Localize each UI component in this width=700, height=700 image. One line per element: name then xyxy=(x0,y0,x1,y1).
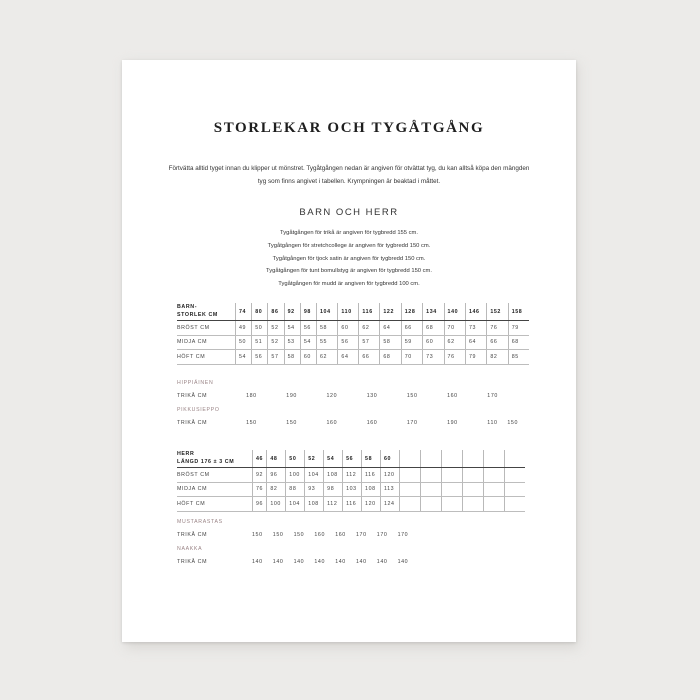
fabric-value: 140 xyxy=(272,559,284,565)
size-cell: 48 xyxy=(267,450,286,468)
empty-grid-cell xyxy=(400,482,421,497)
measure-cell: 68 xyxy=(508,335,529,350)
size-cell: 146 xyxy=(465,303,486,321)
measure-cell: 70 xyxy=(444,321,465,336)
fabric-value: 170 xyxy=(487,393,498,399)
fabric-value: 160 xyxy=(326,420,338,426)
table-header-row xyxy=(177,303,529,321)
empty-grid-cell xyxy=(463,450,484,468)
size-cell: 52 xyxy=(305,450,324,468)
fabric-value: 170 xyxy=(397,532,409,538)
row-label: TRIKÅ CM xyxy=(177,559,208,565)
fabric-notes xyxy=(122,227,576,291)
measure-cell: 88 xyxy=(286,482,305,497)
measure-cell: 82 xyxy=(487,350,508,365)
size-cell: 60 xyxy=(380,450,399,468)
measure-cell: 73 xyxy=(465,321,486,336)
measure-cell: 52 xyxy=(268,335,284,350)
row-label: TRIKÅ CM xyxy=(177,532,208,538)
size-cell: 122 xyxy=(380,303,401,321)
measure-cell: 58 xyxy=(284,350,300,365)
fabric-value: 110 xyxy=(487,420,498,426)
row-label: TRIKÅ CM xyxy=(177,420,208,426)
fabric-value: 150 xyxy=(507,420,519,426)
fabric-value: 140 xyxy=(356,559,367,565)
measure-cell: 104 xyxy=(286,497,305,512)
fabric-value: 140 xyxy=(335,559,346,565)
fabric-value: 120 xyxy=(326,393,338,399)
measure-cell: 54 xyxy=(300,335,316,350)
measure-cell: 93 xyxy=(305,482,324,497)
kids-size-table xyxy=(177,303,529,365)
intro-text: Förtvätta alltid tyget innan du klipper ut mönstret. Tygåtgången nedan är angiven för otvättat tyg, du kan alltså köpa den mängden tyg som finns angivet i tabellen. Krympningen är beaktad i måttet. xyxy=(168,165,530,185)
size-cell: 56 xyxy=(343,450,362,468)
measure-cell: 58 xyxy=(317,321,338,336)
empty-grid-cell xyxy=(463,468,484,483)
fabric-row xyxy=(177,420,537,428)
measure-cell: 82 xyxy=(267,482,286,497)
measure-cell: 59 xyxy=(401,335,422,350)
empty-grid-cell xyxy=(505,482,526,497)
size-label-line1: BARN- xyxy=(177,304,198,310)
fabric-value: 140 xyxy=(293,559,305,565)
fabric-value: 150 xyxy=(272,532,284,538)
measure-cell: 96 xyxy=(253,497,267,512)
empty-grid-cell xyxy=(484,497,505,512)
fabric-value: 150 xyxy=(293,532,305,538)
table-row xyxy=(177,497,525,512)
empty-grid-cell xyxy=(463,497,484,512)
row-label: HÖFT CM xyxy=(177,350,236,365)
measure-cell: 57 xyxy=(359,335,380,350)
measure-cell: 108 xyxy=(362,482,381,497)
size-cell: 58 xyxy=(362,450,381,468)
pattern-name: MUSTARASTAS xyxy=(177,519,223,525)
empty-grid-cell xyxy=(400,450,421,468)
size-cell: 54 xyxy=(324,450,343,468)
empty-grid-cell xyxy=(421,497,442,512)
measure-cell: 113 xyxy=(380,482,399,497)
measure-cell: 53 xyxy=(284,335,300,350)
measure-cell: 104 xyxy=(305,468,324,483)
fabric-value: 130 xyxy=(366,393,378,399)
fabric-value: 160 xyxy=(335,532,346,538)
size-label-line1: HERR xyxy=(177,451,195,457)
measure-cell: 120 xyxy=(380,468,399,483)
pattern-name: HIPPIÄINEN xyxy=(177,380,214,386)
table-header-row xyxy=(177,450,525,468)
size-cell: 92 xyxy=(284,303,300,321)
measure-cell: 60 xyxy=(423,335,444,350)
empty-grid-cell xyxy=(442,450,463,468)
fabric-value: 170 xyxy=(376,532,388,538)
measure-cell: 52 xyxy=(268,321,284,336)
measure-cell: 100 xyxy=(286,468,305,483)
size-cell: 158 xyxy=(508,303,529,321)
measure-cell: 54 xyxy=(236,350,252,365)
empty-grid-cell xyxy=(442,468,463,483)
measure-cell: 112 xyxy=(343,468,362,483)
fabric-row xyxy=(177,393,537,401)
measure-cell: 56 xyxy=(338,335,359,350)
measure-cell: 100 xyxy=(267,497,286,512)
row-label: TRIKÅ CM xyxy=(177,393,208,399)
fabric-row xyxy=(177,559,537,567)
measure-cell: 98 xyxy=(324,482,343,497)
fabric-note: Tygåtgången för mudd är angiven för tygbredd 100 cm. xyxy=(278,281,420,288)
size-cell: 104 xyxy=(317,303,338,321)
fabric-row xyxy=(177,532,537,540)
table-row xyxy=(177,321,529,336)
table-row xyxy=(177,350,529,365)
measure-cell: 70 xyxy=(401,350,422,365)
fabric-value: 150 xyxy=(286,420,297,426)
measure-cell: 57 xyxy=(268,350,284,365)
fabric-value: 140 xyxy=(252,559,263,565)
empty-grid-cell xyxy=(505,497,526,512)
fabric-value: 150 xyxy=(246,420,257,426)
size-label-line2: STORLEK CM xyxy=(177,312,218,318)
measure-cell: 62 xyxy=(444,335,465,350)
measure-cell: 62 xyxy=(359,321,380,336)
measure-cell: 103 xyxy=(343,482,362,497)
measure-cell: 79 xyxy=(508,321,529,336)
size-cell: 80 xyxy=(252,303,268,321)
row-label: MIDJA CM xyxy=(177,482,253,497)
herr-size-table xyxy=(177,450,525,512)
measure-cell: 64 xyxy=(465,335,486,350)
size-cell: 50 xyxy=(286,450,305,468)
empty-grid-cell xyxy=(421,482,442,497)
empty-grid-cell xyxy=(484,482,505,497)
size-cell: 128 xyxy=(401,303,422,321)
fabric-note: Tygåtgången för trikå är angiven för tygbredd 155 cm. xyxy=(280,230,418,236)
size-cell: 134 xyxy=(423,303,444,321)
measure-cell: 68 xyxy=(423,321,444,336)
empty-grid-cell xyxy=(400,468,421,483)
measure-cell: 120 xyxy=(362,497,381,512)
row-label: BRÖST CM xyxy=(177,468,253,483)
empty-grid-cell xyxy=(484,468,505,483)
fabric-note: Tygåtgången för tunt bomullstyg är angiven för tygbredd 150 cm. xyxy=(266,268,432,275)
fabric-value: 150 xyxy=(406,393,418,399)
measure-cell: 76 xyxy=(487,321,508,336)
measure-cell: 51 xyxy=(252,335,268,350)
fabric-value: 170 xyxy=(406,420,418,426)
measure-cell: 116 xyxy=(362,468,381,483)
empty-grid-cell xyxy=(505,450,526,468)
measure-cell: 64 xyxy=(338,350,359,365)
measure-cell: 79 xyxy=(465,350,486,365)
measure-cell: 60 xyxy=(300,350,316,365)
pattern-name: NAAKKA xyxy=(177,546,203,552)
size-cell: 46 xyxy=(253,450,267,468)
fabric-value: 190 xyxy=(447,420,458,426)
empty-grid-cell xyxy=(484,450,505,468)
size-cell: 140 xyxy=(444,303,465,321)
measure-cell: 56 xyxy=(252,350,268,365)
measure-cell: 50 xyxy=(252,321,268,336)
fabric-value: 140 xyxy=(314,559,326,565)
measure-cell: 124 xyxy=(380,497,399,512)
measure-cell: 85 xyxy=(508,350,529,365)
row-label: MIDJA CM xyxy=(177,335,236,350)
measure-cell: 96 xyxy=(267,468,286,483)
measure-cell: 55 xyxy=(317,335,338,350)
fabric-value: 190 xyxy=(286,393,297,399)
size-cell: 86 xyxy=(268,303,284,321)
measure-cell: 76 xyxy=(444,350,465,365)
fabric-value: 160 xyxy=(447,393,458,399)
measure-cell: 116 xyxy=(343,497,362,512)
table-row xyxy=(177,335,529,350)
fabric-value: 160 xyxy=(314,532,326,538)
fabric-value: 170 xyxy=(356,532,367,538)
measure-cell: 92 xyxy=(253,468,267,483)
size-chart-sheet xyxy=(122,60,576,642)
measure-cell: 54 xyxy=(284,321,300,336)
measure-cell: 62 xyxy=(317,350,338,365)
pattern-name: PIKKUSIEPPO xyxy=(177,407,220,413)
measure-cell: 66 xyxy=(401,321,422,336)
measure-cell: 66 xyxy=(359,350,380,365)
measure-cell: 73 xyxy=(423,350,444,365)
row-label: HÖFT CM xyxy=(177,497,253,512)
size-label xyxy=(177,303,236,321)
measure-cell: 58 xyxy=(380,335,401,350)
size-cell: 152 xyxy=(487,303,508,321)
fabric-value: 140 xyxy=(397,559,409,565)
empty-grid-cell xyxy=(505,468,526,483)
measure-cell: 64 xyxy=(380,321,401,336)
fabric-note: Tygåtgången för stretchcollege är angiven för tygbredd 150 cm. xyxy=(267,242,431,249)
empty-grid-cell xyxy=(463,482,484,497)
measure-cell: 60 xyxy=(338,321,359,336)
empty-grid-cell xyxy=(442,497,463,512)
measure-cell: 108 xyxy=(305,497,324,512)
measure-cell: 50 xyxy=(236,335,252,350)
size-label xyxy=(177,450,253,468)
fabric-value: 150 xyxy=(252,532,263,538)
fabric-value: 140 xyxy=(376,559,388,565)
measure-cell: 49 xyxy=(236,321,252,336)
empty-grid-cell xyxy=(442,482,463,497)
measure-cell: 68 xyxy=(380,350,401,365)
size-cell: 98 xyxy=(300,303,316,321)
row-label: BRÖST CM xyxy=(177,321,236,336)
size-cell: 74 xyxy=(236,303,252,321)
measure-cell: 76 xyxy=(253,482,267,497)
page-title: STORLEKAR OCH TYGÅTGÅNG xyxy=(213,120,485,136)
fabric-value: 180 xyxy=(246,393,257,399)
empty-grid-cell xyxy=(421,450,442,468)
empty-grid-cell xyxy=(421,468,442,483)
table-row xyxy=(177,482,525,497)
fabric-value: 160 xyxy=(366,420,378,426)
size-label-line2: LÄNGD 176 ± 3 CM xyxy=(177,459,235,465)
measure-cell: 112 xyxy=(324,497,343,512)
measure-cell: 108 xyxy=(324,468,343,483)
measure-cell: 66 xyxy=(487,335,508,350)
section-title: BARN OCH HERR xyxy=(299,207,399,218)
table-row xyxy=(177,468,525,483)
empty-grid-cell xyxy=(400,497,421,512)
size-cell: 110 xyxy=(338,303,359,321)
size-cell: 116 xyxy=(359,303,380,321)
measure-cell: 56 xyxy=(300,321,316,336)
fabric-note: Tygåtgången för tjock satin är angiven för tygbredd 150 cm. xyxy=(272,255,426,262)
